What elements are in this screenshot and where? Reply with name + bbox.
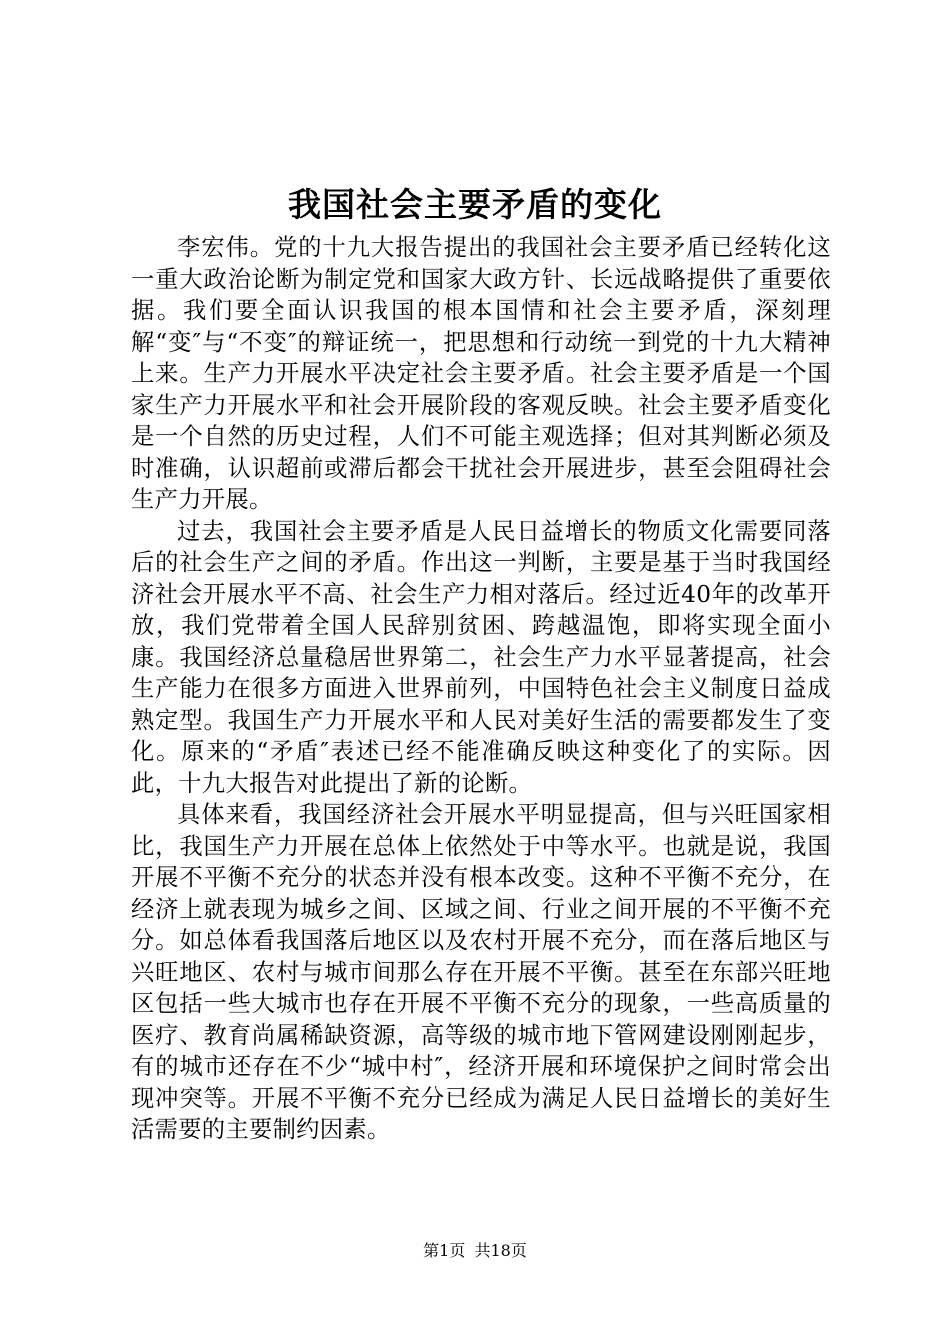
- paragraph-3: 具体来看，我国经济社会开展水平明显提高，但与兴旺国家相比，我国生产力开展在总体上依然处于中等水平。也就是说，我国开展不平衡不充分的状态并没有根本改变。这种不平衡不充分，在经济上就表现为城乡之间、区域之间、行业之间开展的不平衡不充分。如总体看我国落后地区以及农村开展不充分，而在落后地区与兴旺地区、农村与城市间那么存在开展不平衡。甚至在东部兴旺地区包括一些大城市也存在开展不平衡不充分的现象，一些高质量的医疗、教育尚属稀缺资源，高等级的城市地下管网建设刚刚起步，有的城市还存在不少“城中村″，经济开展和环境保护之间时常会出现冲突等。开展不平衡不充分已经成为满足人民日益增长的美好生活需要的主要制约因素。: [131, 801, 831, 1143]
- document-title: 我国社会主要矛盾的变化: [288, 185, 662, 224]
- page-total: 共18页: [474, 1241, 527, 1260]
- page-number: 第1页: [423, 1241, 466, 1260]
- document-body: [131, 232, 831, 1146]
- page-footer: [0, 1241, 950, 1261]
- paragraph-1: 李宏伟。党的十九大报告提出的我国社会主要矛盾已经转化这一重大政治论断为制定党和国家大政方针、长远战略提供了重要依据。我们要全面认识我国的根本国情和社会主要矛盾，深刻理解“变″与“不变″的辩证统一，把思想和行动统一到党的十九大精神上来。生产力开展水平决定社会主要矛盾。社会主要矛盾是一个国家生产力开展水平和社会开展阶段的客观反映。社会主要矛盾变化是一个自然的历史过程，人们不可能主观选择；但对其判断必须及时准确，认识超前或滞后都会干扰社会开展进步，甚至会阻碍社会生产力开展。: [131, 234, 831, 513]
- paragraph-2: 过去，我国社会主要矛盾是人民日益增长的物质文化需要同落后的社会生产之间的矛盾。作出这一判断，主要是基于当时我国经济社会开展水平不高、社会生产力相对落后。经过近40年的改革开放，我们党带着全国人民辞别贫困、跨越温饱，即将实现全面小康。我国经济总量稳居世界第二，社会生产力水平显著提高，社会生产能力在很多方面进入世界前列，中国特色社会主义制度日益成熟定型。我国生产力开展水平和人民对美好生活的需要都发生了变化。原来的“矛盾″表述已经不能准确反映这种变化了的实际。因此，十九大报告对此提出了新的论断。: [131, 517, 831, 797]
